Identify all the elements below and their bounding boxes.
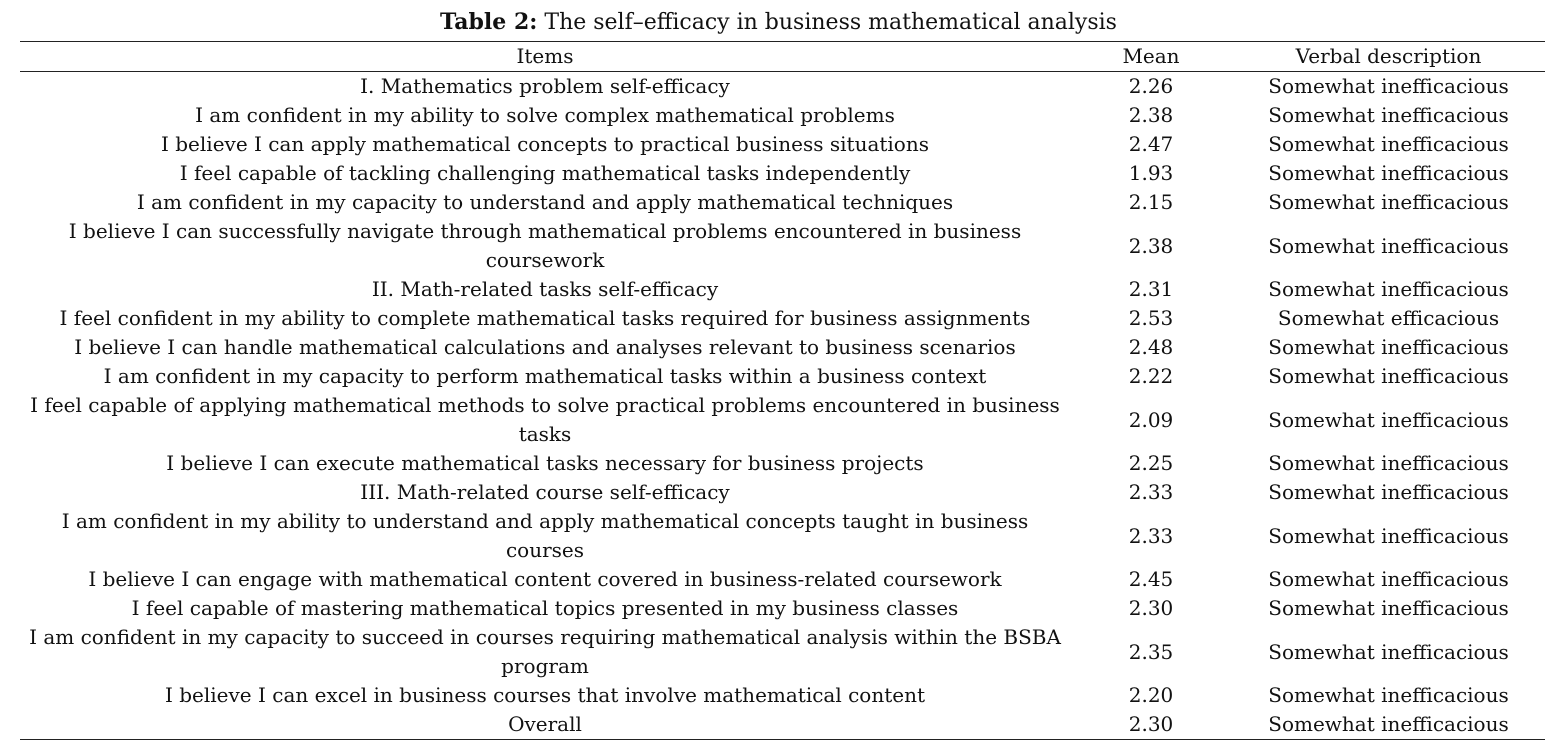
mean-cell: 2.38 bbox=[1128, 233, 1174, 258]
table-caption-text: The self–efficacy in business mathematical analysis bbox=[544, 10, 1117, 35]
table-row bbox=[20, 391, 1545, 449]
table-row bbox=[20, 449, 1545, 478]
table-row bbox=[20, 217, 1545, 275]
verbal-description-cell: Somewhat inefficacious bbox=[1268, 567, 1509, 591]
mean-cell: 2.22 bbox=[1128, 364, 1174, 388]
item-cell: I am confident in my ability to solve complex mathematical problems bbox=[195, 103, 895, 127]
item-cell: I believe I can apply mathematical concepts to practical business situations bbox=[161, 132, 929, 156]
mean-cell: 2.20 bbox=[1128, 683, 1174, 707]
self-efficacy-table bbox=[20, 41, 1545, 740]
table-row bbox=[20, 478, 1545, 507]
item-cell: II. Math-related tasks self-efficacy bbox=[371, 277, 719, 301]
mean-cell: 2.33 bbox=[1128, 480, 1174, 504]
verbal-description-cell: Somewhat inefficacious bbox=[1268, 335, 1509, 359]
mean-cell: 2.09 bbox=[1128, 407, 1174, 432]
mean-cell: 1.93 bbox=[1128, 161, 1174, 185]
verbal-description-cell: Somewhat inefficacious bbox=[1268, 233, 1509, 258]
verbal-description-cell: Somewhat inefficacious bbox=[1268, 407, 1509, 432]
verbal-description-cell: Somewhat efficacious bbox=[1277, 306, 1500, 330]
table-caption-label: Table 2: bbox=[440, 9, 538, 35]
table-row bbox=[20, 507, 1545, 565]
table-row bbox=[20, 275, 1545, 304]
mean-cell: 2.25 bbox=[1128, 451, 1174, 475]
table-row bbox=[20, 623, 1545, 681]
item-cell: I. Mathematics problem self-efficacy bbox=[360, 74, 730, 98]
verbal-description-cell: Somewhat inefficacious bbox=[1268, 364, 1509, 388]
mean-cell: 2.35 bbox=[1128, 639, 1174, 664]
item-cell: I feel capable of mastering mathematical topics presented in my business classes bbox=[131, 596, 959, 620]
table-row bbox=[20, 188, 1545, 217]
verbal-description-cell: Somewhat inefficacious bbox=[1268, 74, 1509, 98]
verbal-description-cell: Somewhat inefficacious bbox=[1268, 480, 1509, 504]
verbal-description-cell: Somewhat inefficacious bbox=[1268, 596, 1509, 620]
verbal-description-cell: Somewhat inefficacious bbox=[1268, 103, 1509, 127]
verbal-description-cell: Somewhat inefficacious bbox=[1268, 132, 1509, 156]
table-row bbox=[20, 565, 1545, 594]
item-cell: I believe I can engage with mathematical content covered in business-related coursework bbox=[88, 567, 1002, 591]
header-items: Items bbox=[20, 42, 1070, 72]
verbal-description-cell: Somewhat inefficacious bbox=[1268, 523, 1509, 548]
verbal-description-cell: Somewhat inefficacious bbox=[1268, 161, 1509, 185]
header-verbal-description: Verbal description bbox=[1232, 42, 1545, 72]
item-cell: I believe I can excel in business courses that involve mathematical content bbox=[164, 683, 926, 707]
mean-cell: 2.33 bbox=[1128, 523, 1174, 548]
item-cell: I believe I can successfully navigate through mathematical problems encountered in business coursework bbox=[68, 219, 1022, 272]
verbal-description-cell: Somewhat inefficacious bbox=[1268, 277, 1509, 301]
item-cell: Overall bbox=[508, 712, 582, 736]
table-row-overall bbox=[20, 710, 1545, 740]
table-row bbox=[20, 681, 1545, 710]
table-caption bbox=[0, 7, 1557, 38]
item-cell: I am confident in my capacity to understand and apply mathematical techniques bbox=[136, 190, 954, 214]
mean-cell: 2.53 bbox=[1128, 306, 1174, 330]
mean-cell: 2.15 bbox=[1128, 190, 1174, 214]
header-mean: Mean bbox=[1070, 42, 1232, 72]
mean-cell: 2.48 bbox=[1128, 335, 1174, 359]
item-cell: I believe I can handle mathematical calculations and analyses relevant to business scenarios bbox=[74, 335, 1016, 359]
mean-cell: 2.47 bbox=[1128, 132, 1174, 156]
table-row bbox=[20, 333, 1545, 362]
verbal-description-cell: Somewhat inefficacious bbox=[1268, 190, 1509, 214]
table-row bbox=[20, 72, 1545, 102]
mean-cell: 2.30 bbox=[1128, 596, 1174, 620]
item-cell: I feel capable of applying mathematical methods to solve practical problems encountered in business tasks bbox=[30, 393, 1060, 446]
table-row bbox=[20, 101, 1545, 130]
mean-cell: 2.38 bbox=[1128, 103, 1174, 127]
table-row bbox=[20, 362, 1545, 391]
verbal-description-cell: Somewhat inefficacious bbox=[1268, 451, 1509, 475]
item-cell: III. Math-related course self-efficacy bbox=[360, 480, 730, 504]
verbal-description-cell: Somewhat inefficacious bbox=[1268, 639, 1509, 664]
table-row bbox=[20, 159, 1545, 188]
table-row bbox=[20, 304, 1545, 333]
verbal-description-cell: Somewhat inefficacious bbox=[1268, 683, 1509, 707]
mean-cell: 2.30 bbox=[1128, 712, 1174, 736]
table-row bbox=[20, 594, 1545, 623]
table-header-row bbox=[20, 42, 1545, 72]
item-cell: I believe I can execute mathematical tasks necessary for business projects bbox=[166, 451, 924, 475]
item-cell: I am confident in my capacity to perform mathematical tasks within a business context bbox=[103, 364, 987, 388]
verbal-description-cell: Somewhat inefficacious bbox=[1268, 712, 1509, 736]
item-cell: I feel confident in my ability to complete mathematical tasks required for business assignments bbox=[59, 306, 1031, 330]
item-cell: I am confident in my capacity to succeed in courses requiring mathematical analysis within the BSBA program bbox=[29, 625, 1061, 678]
table-row bbox=[20, 130, 1545, 159]
item-cell: I am confident in my ability to understand and apply mathematical concepts taught in business courses bbox=[61, 509, 1029, 562]
mean-cell: 2.45 bbox=[1128, 567, 1174, 591]
mean-cell: 2.31 bbox=[1128, 277, 1174, 301]
mean-cell: 2.26 bbox=[1128, 74, 1174, 98]
item-cell: I feel capable of tackling challenging mathematical tasks independently bbox=[179, 161, 911, 185]
